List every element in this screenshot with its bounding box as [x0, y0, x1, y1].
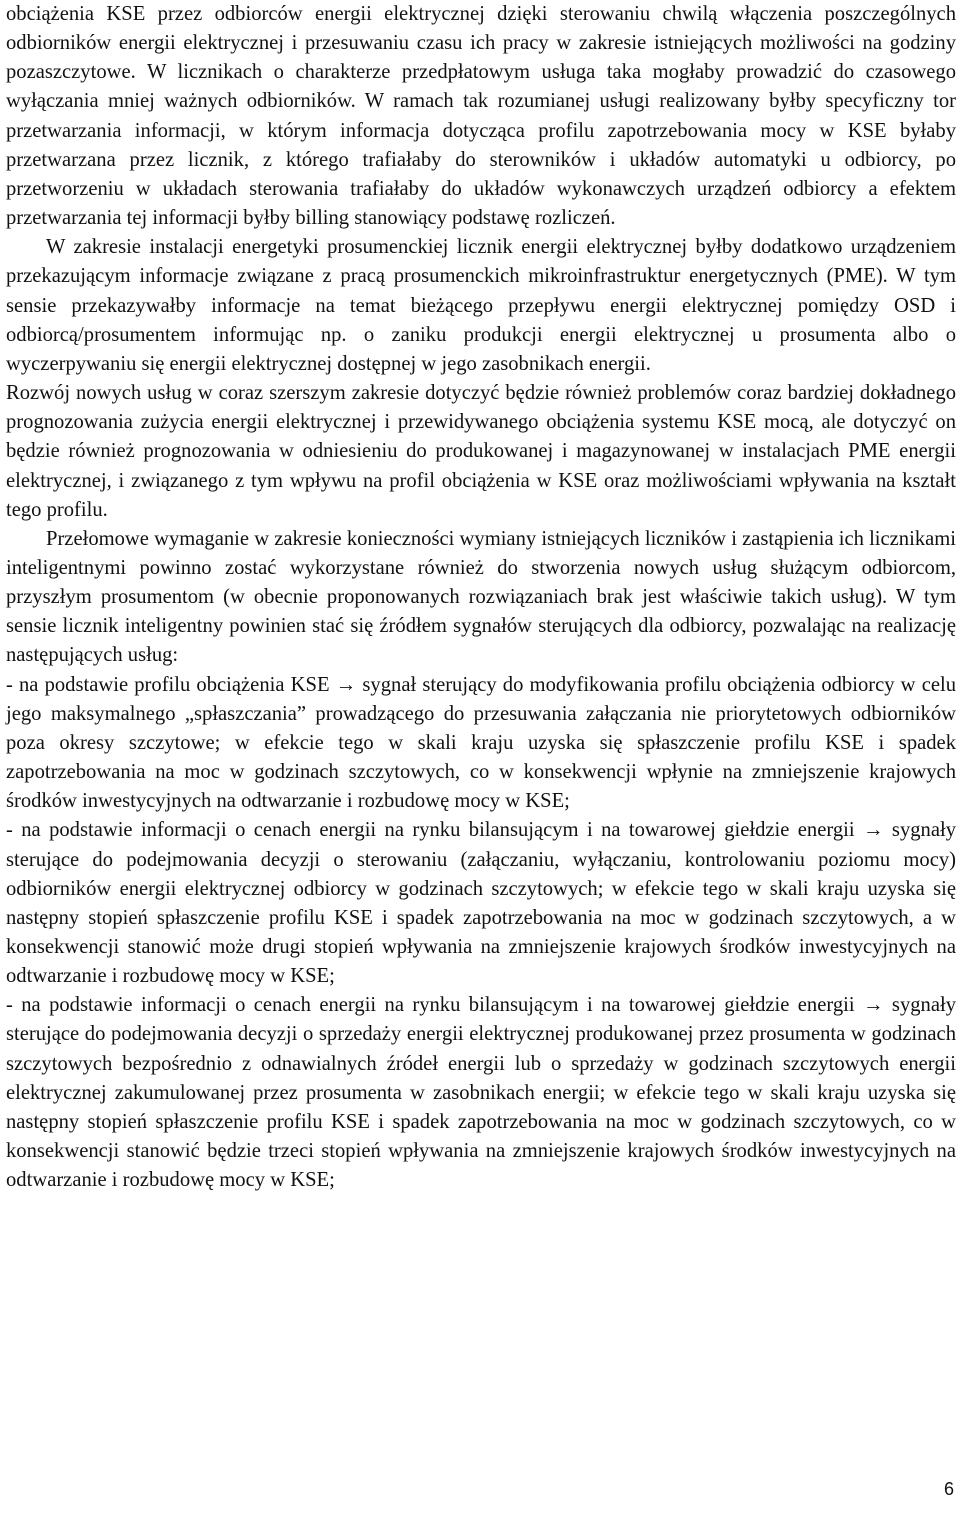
paragraph-2: W zakresie instalacji energetyki prosumenckiej licznik energii elektrycznej byłby dodatkowo urządzeniem przekazującym informacje związane z pracą prosumenckich mikroinfrastruktur energetycznych (PME). W tym sensie przekazywałby informacje na temat bieżącego przepływu energii elektrycznej pomiędzy OSD i odbiorcą/prosumentem informując np. o zaniku produkcji energii elektrycznej u prosumenta albo o wyczerpywaniu się energii elektrycznej dostępnej w jego zasobnikach energii.	[6, 236, 956, 375]
paragraph-1: obciążenia KSE przez odbiorców energii elektrycznej dzięki sterowaniu chwilą włączenia poszczególnych odbiorników energii elektrycznej i przesuwaniu czasu ich pracy w zakresie istniejących możliwości na godziny pozaszczytowe. W licznikach o charakterze przedpłatowym usługa taka mogłaby prowadzić do czasowego wyłączania mniej ważnych odbiorników. W ramach tak rozumianej usługi realizowany byłby specyficzny tor przetwarzania informacji, w którym informacja dotycząca profilu zapotrzebowania mocy w KSE byłaby przetwarzana przez licznik, z którego trafiałaby do sterowników i układów automatyki u odbiorcy, po przetworzeniu w układach sterowania trafiałaby do układów wykonawczych urządzeń odbiorcy a efektem przetwarzania tej informacji byłby billing stanowiący podstawę rozliczeń.	[6, 3, 956, 230]
document-body	[6, 0, 956, 1195]
list-item-2: - na podstawie informacji o cenach energii na rynku bilansującym i na towarowej giełdzie energii → sygnały sterujące do podejmowania decyzji o sterowaniu (załączaniu, wyłączaniu, kontrolowaniu poziomu mocy) odbiorników energii elektrycznej odbiorcy w godzinach szczytowych; w efekcie tego w skali kraju uzyska się następny stopień spłaszczenie profilu KSE i spadek zapotrzebowania na moc w godzinach szczytowych, a w konsekwencji stanowić może drugi stopień wpływania na zmniejszenie krajowych środków inwestycyjnych na odtwarzanie i rozbudowę mocy w KSE;	[6, 819, 956, 988]
page-number: 6	[943, 1479, 954, 1499]
list-item-1: - na podstawie profilu obciążenia KSE → sygnał sterujący do modyfikowania profilu obciążenia odbiorcy w celu jego maksymalnego „spłaszczania” prowadzącego do przesuwania załączania nie priorytetowych odbiorników poza okresy szczytowe; w efekcie tego w skali kraju uzyska się spłaszczenie profilu KSE i spadek zapotrzebowania na moc w godzinach szczytowych, co w konsekwencji wpłynie na zmniejszenie krajowych środków inwestycyjnych na odtwarzanie i rozbudowę mocy w KSE;	[6, 673, 956, 813]
paragraph-3: Rozwój nowych usług w coraz szerszym zakresie dotyczyć będzie również problemów coraz bardziej dokładnego prognozowania zużycia energii elektrycznej i przewidywanego obciążenia systemu KSE mocą, ale dotyczyć on będzie również prognozowania w odniesieniu do produkowanej i magazynowanej w instalacjach PME energii elektrycznej, i związanego z tym wpływu na profil obciążenia w KSE oraz możliwościami wpływania na kształt tego profilu.	[6, 382, 956, 521]
paragraph-4: Przełomowe wymaganie w zakresie konieczności wymiany istniejących liczników i zastąpienia ich licznikami inteligentnymi powinno zostać wykorzystane również do stworzenia nowych usług służącym odbiorcom, przyszłym prosumentom (w obecnie proponowanych rozwiązaniach brak jest właściwie takich usług). W tym sensie licznik inteligentny powinien stać się źródłem sygnałów sterujących dla odbiorcy, pozwalając na realizację następujących usług:	[6, 527, 956, 667]
list-item-3: - na podstawie informacji o cenach energii na rynku bilansującym i na towarowej giełdzie energii → sygnały sterujące do podejmowania decyzji o sprzedaży energii elektrycznej produkowanej przez prosumenta w godzinach szczytowych bezpośrednio z odnawialnych źródeł energii lub o sprzedaży w godzinach szczytowych energii elektrycznej zakumulowanej przez prosumenta w zasobnikach energii; w efekcie tego w skali kraju uzyska się następny stopień spłaszczenie profilu KSE i spadek zapotrzebowania na moc w godzinach szczytowych, co w konsekwencji stanowić będzie trzeci stopień wpływania na zmniejszenie krajowych środków inwestycyjnych na odtwarzanie i rozbudowę mocy w KSE;	[6, 994, 956, 1192]
